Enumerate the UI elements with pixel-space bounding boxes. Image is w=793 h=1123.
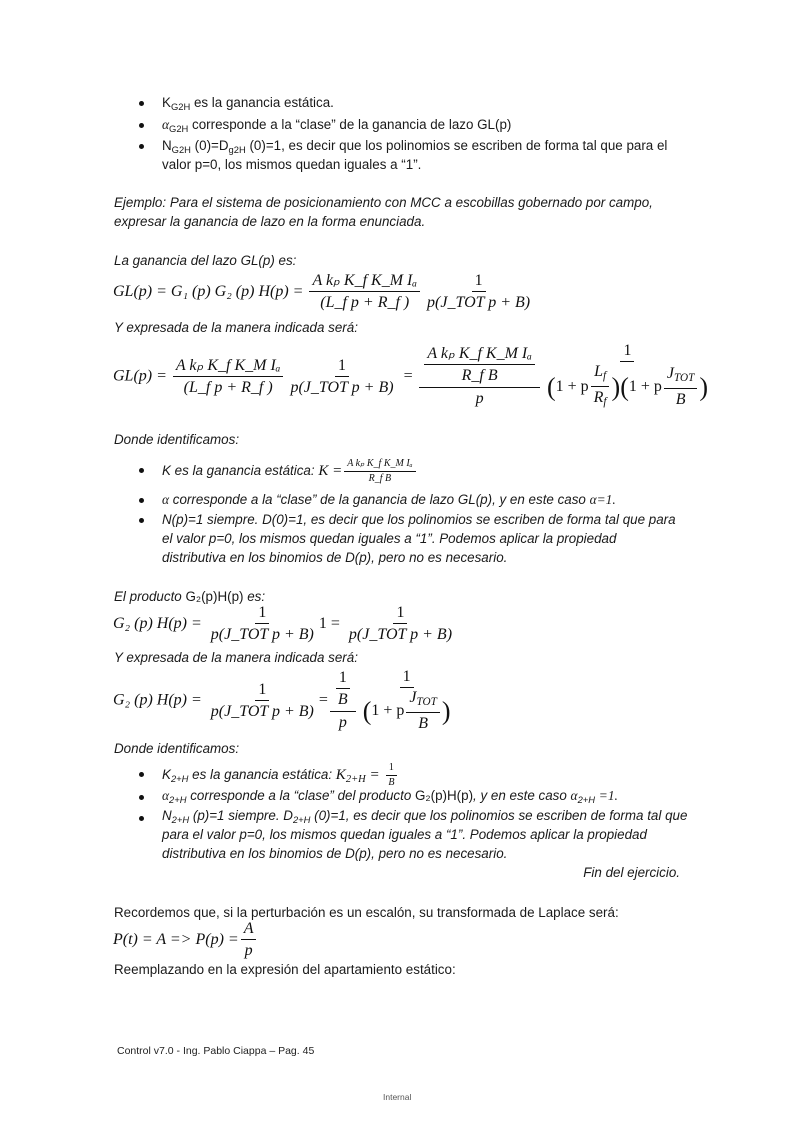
equation-product: G₂ (p) H(p) = $\frac{1}{\text{p(J\_TOT p + B)}}$ 1 = $\frac{1}{\text{p(J\_TOT p + B)}}$ <box>113 604 453 643</box>
bullet-dot <box>139 123 144 128</box>
equation-loop-gain: GL(p) = G₁ (p) G₂ (p) H(p) = $\frac{\text{A kₚ K\_f K\_M Iₐ}}{\text{(L\_f p + R\_f )}}$ $\frac{1}{\text{p(J\_TOT p + B)}}$ <box>113 272 531 311</box>
bullet-dot <box>139 772 144 777</box>
bullet-polynomials-line1: N(p)=1 siempre. D(0)=1, es decir que los polinomios se escriben de forma tal que para <box>162 512 676 527</box>
intro-bullet-2: $\alpha_{G2H}$ corresponde a la “clase” de la ganancia de lazo GL(p) <box>162 117 512 134</box>
bullet-dot <box>139 101 144 106</box>
bullet-dot <box>139 468 144 473</box>
identify-label-1: Donde identificamos: <box>114 432 240 447</box>
expressed-label-2: Y expresada de la manera indicada será: <box>114 650 358 665</box>
bullet-polynomials-line3: distributiva en los binomios de D(p), pero no es necesario. <box>162 550 508 565</box>
bullet-dot <box>139 498 144 503</box>
bullet-dot <box>139 816 144 821</box>
bullet-class-2: $\alpha_{2+H}$ corresponde a la “clase” del producto G₂(p)H(p), y en este caso $\alpha_{2+H} =1$. <box>162 788 618 805</box>
identify-label-2: Donde identificamos: <box>114 741 240 756</box>
bullet-static-gain: K es la ganancia estática: K = $\frac{\text{A kₚ K\_f K\_M Iₐ}}{\text{R\_f B}}$ <box>162 458 418 485</box>
bullet-polynomials-2-line1: $N_{2+H}$ (p)=1 siempre. $D_{2+H}$ (0)=1, es decir que los polinomios se escriben de forma tal que <box>162 808 688 825</box>
replace-paragraph: Reemplazando en la expresión del apartamiento estático: <box>114 962 456 977</box>
example-statement-line1: Ejemplo: Para el sistema de posicionamiento con MCC a escobillas gobernado por campo, <box>114 195 653 210</box>
loop-gain-intro: La ganancia del lazo GL(p) es: <box>114 253 297 268</box>
equation-loop-gain-normalized: GL(p) = $\frac{\text{A kₚ K\_f K\_M Iₐ}}{\text{(L\_f p + R\_f )}}$ $\frac{1}{\text{p(J\_TOT p + B)}}$ = $\frac{\frac{\text{A kₚ K\_f K\_M Iₐ}}{\text{R\_f B}}}{p}$ 1 (1 + p $\frac{L_f}{R_f}$ )(1 + p $\frac{J_{TOT}}{B}$ ) <box>113 342 709 408</box>
end-of-exercise: Fin del ejercicio. <box>583 865 680 880</box>
bullet-polynomials-2-line3: distributiva en los binomios de D(p), pero no es necesario. <box>162 846 508 861</box>
recall-paragraph: Recordemos que, si la perturbación es un escalón, su transformada de Laplace será: <box>114 905 619 920</box>
classification-label: Internal <box>383 1092 412 1102</box>
bullet-dot <box>139 518 144 523</box>
bullet-static-gain-2: $K_{2+H}$ es la ganancia estática: $K_{2+H}$ = $\frac{1}{B}$ <box>162 762 399 790</box>
bullet-dot <box>139 795 144 800</box>
intro-bullet-1: $K_{G2H}$ es la ganancia estática. <box>162 95 334 112</box>
product-intro: El producto G₂(p)H(p) es: <box>114 589 266 604</box>
bullet-polynomials-2-line2: para el valor p=0, los mismos quedan iguales a “1”. Podemos aplicar la propiedad <box>162 827 647 842</box>
bullet-polynomials-line2: el valor p=0, los mismos quedan iguales a “1”. Podemos aplicar la propiedad <box>162 531 617 546</box>
page-footer: Control v7.0 - Ing. Pablo Ciappa – Pag. 45 <box>117 1045 315 1057</box>
equation-laplace-step: P(t) = A => P(p) = $\frac{A}{p}$ <box>113 920 258 961</box>
intro-bullet-3: $N_{G2H}$ $(0)=D_{g2H}$ (0)=1, es decir que los polinomios se escriben de forma tal que para el <box>162 138 668 155</box>
intro-bullet-3-cont: valor p=0, los mismos quedan iguales a “1”. <box>162 157 422 172</box>
expressed-label-1: Y expresada de la manera indicada será: <box>114 320 358 335</box>
equation-product-normalized: G₂ (p) H(p) = $\frac{1}{\text{p(J\_TOT p + B)}}$ = $\frac{\frac{1}{B}}{p}$ 1 (1 + p $\frac{J_{TOT}}{B}$ ) <box>113 668 451 732</box>
example-statement-line2: expresar la ganancia de lazo en la forma enunciada. <box>114 214 426 229</box>
bullet-class: α corresponde a la “clase” de la ganancia de lazo GL(p), y en este caso α=1. <box>162 492 616 507</box>
bullet-dot <box>139 144 144 149</box>
